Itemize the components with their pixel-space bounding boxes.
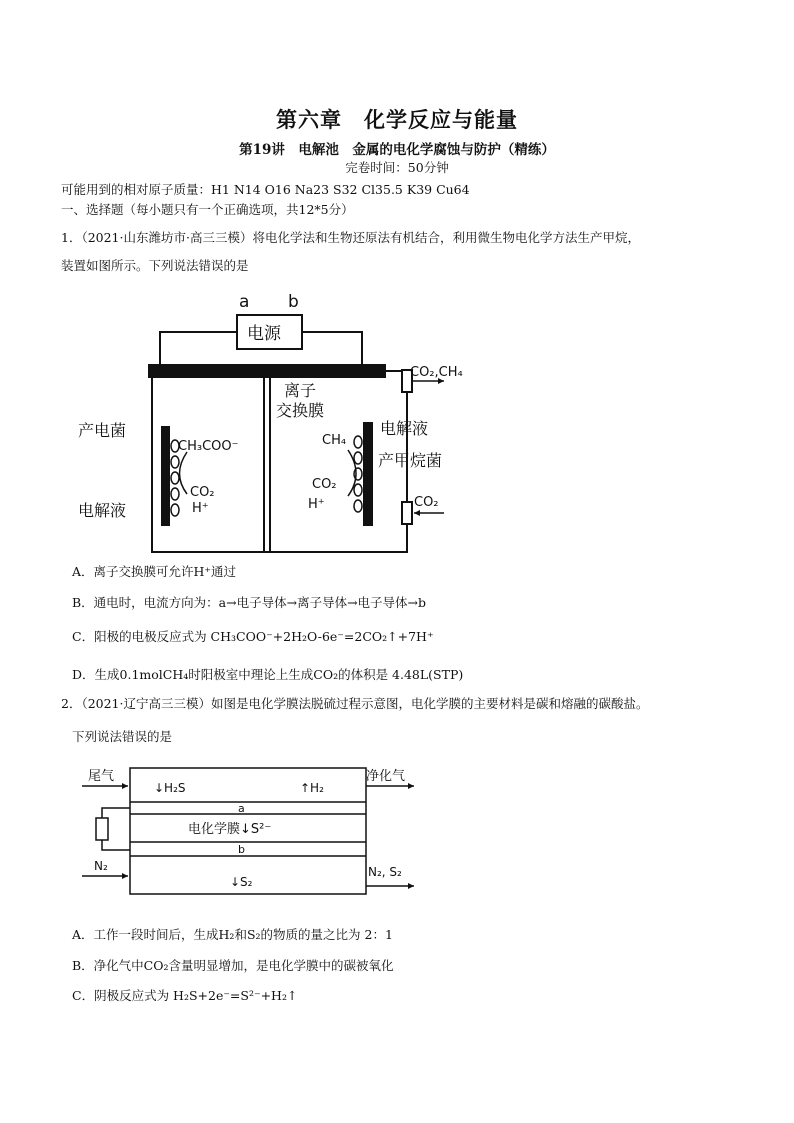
q1-left-electrode bbox=[161, 426, 170, 526]
q2-n2-label: N₂ bbox=[94, 859, 108, 873]
q1-left-co2-label: CO₂ bbox=[190, 485, 215, 500]
q1-option-b: B．通电时，电流方向为：a→电子导体→离子导体→电子导体→b bbox=[72, 595, 427, 610]
q2-stem-line1: 2．（2021·辽宁高三三模）如图是电化学膜法脱硫过程示意图，电化学膜的主要材料是碳和熔融的碳酸盐。 bbox=[61, 696, 649, 711]
q2-stem-line2: 下列说法错误的是 bbox=[72, 729, 173, 744]
q1-inlet-label: CO₂ bbox=[414, 495, 439, 510]
q2-label-a: a bbox=[238, 802, 245, 815]
q1-membrane-label-1: 离子 bbox=[284, 381, 317, 400]
q1-power-label: 电源 bbox=[247, 324, 281, 344]
q1-right-co2-label: CO₂ bbox=[312, 477, 337, 492]
q1-right-electrolyte-label: 电解液 bbox=[380, 419, 429, 438]
q2-option-b: B．净化气中CO₂含量明显增加，是电化学膜中的碳被氧化 bbox=[72, 958, 394, 973]
q2-h2s-label: ↓H₂S bbox=[154, 781, 186, 795]
q2-clean-gas-label: 净化气 bbox=[366, 769, 406, 784]
q2-label-b: b bbox=[238, 843, 245, 856]
q2-membrane-diagram bbox=[80, 762, 420, 900]
q1-outlet-label: CO₂,CH₄ bbox=[410, 365, 463, 380]
q1-left-h-label: H⁺ bbox=[192, 501, 209, 516]
atomic-masses: 可能用到的相对原子质量：H1 N14 O16 Na23 S32 Cl35.5 K39 Cu64 bbox=[61, 182, 470, 197]
q1-ch4-label: CH₄ bbox=[322, 433, 347, 448]
q2-resistor bbox=[96, 818, 108, 840]
page-title: 第六章 化学反应与能量 bbox=[276, 107, 518, 132]
q2-s2-label: ↓S₂ bbox=[230, 875, 253, 889]
q1-electrolysis-diagram bbox=[72, 284, 463, 554]
q2-option-c: C．阴极反应式为 H₂S+2e⁻=S²⁻+H₂↑ bbox=[72, 988, 298, 1003]
q1-left-electrolyte-label: 电解液 bbox=[78, 501, 127, 520]
q1-option-d: D．生成0.1molCH₄时阳极室中理论上生成CO₂的体积是 4.48L(STP) bbox=[72, 667, 464, 682]
q1-option-a: A．离子交换膜可允许H⁺通过 bbox=[72, 564, 237, 579]
time-limit: 完卷时间：50分钟 bbox=[345, 160, 449, 175]
q2-outlet-label: N₂, S₂ bbox=[368, 865, 402, 879]
q1-top-bar bbox=[148, 364, 386, 378]
q1-acetate-label: CH₃COO⁻ bbox=[178, 439, 239, 454]
q1-option-c: C．阳极的电极反应式为 CH₃COO⁻+2H₂O-6e⁻=2CO₂↑+7H⁺ bbox=[72, 629, 434, 644]
q1-right-h-label: H⁺ bbox=[308, 497, 325, 512]
q2-membrane-label: 电化学膜↓S²⁻ bbox=[188, 822, 272, 837]
lesson-subtitle: 第19讲 电解池 金属的电化学腐蚀与防护（精练） bbox=[239, 142, 555, 158]
q1-label-a: a bbox=[239, 292, 250, 312]
q1-stem-line2: 装置如图所示。下列说法错误的是 bbox=[61, 258, 249, 273]
section-heading: 一、选择题（每小题只有一个正确选项，共12*5分） bbox=[61, 202, 354, 217]
q2-h2-label: ↑H₂ bbox=[300, 781, 324, 795]
q1-left-bacteria-label: 产电菌 bbox=[78, 421, 127, 440]
q1-label-b: b bbox=[288, 292, 299, 312]
q1-membrane-label-2: 交换膜 bbox=[276, 401, 325, 420]
q1-methane-bacteria-label: 产甲烷菌 bbox=[378, 451, 443, 470]
q1-right-electrode bbox=[363, 422, 373, 526]
q1-stem-line1: 1．（2021·山东潍坊市·高三三模）将电化学法和生物还原法有机结合，利用微生物电化学方法生产甲烷， bbox=[61, 230, 640, 245]
q2-tail-gas-label: 尾气 bbox=[88, 769, 115, 784]
q2-option-a: A．工作一段时间后，生成H₂和S₂的物质的量之比为 2：1 bbox=[72, 927, 393, 942]
